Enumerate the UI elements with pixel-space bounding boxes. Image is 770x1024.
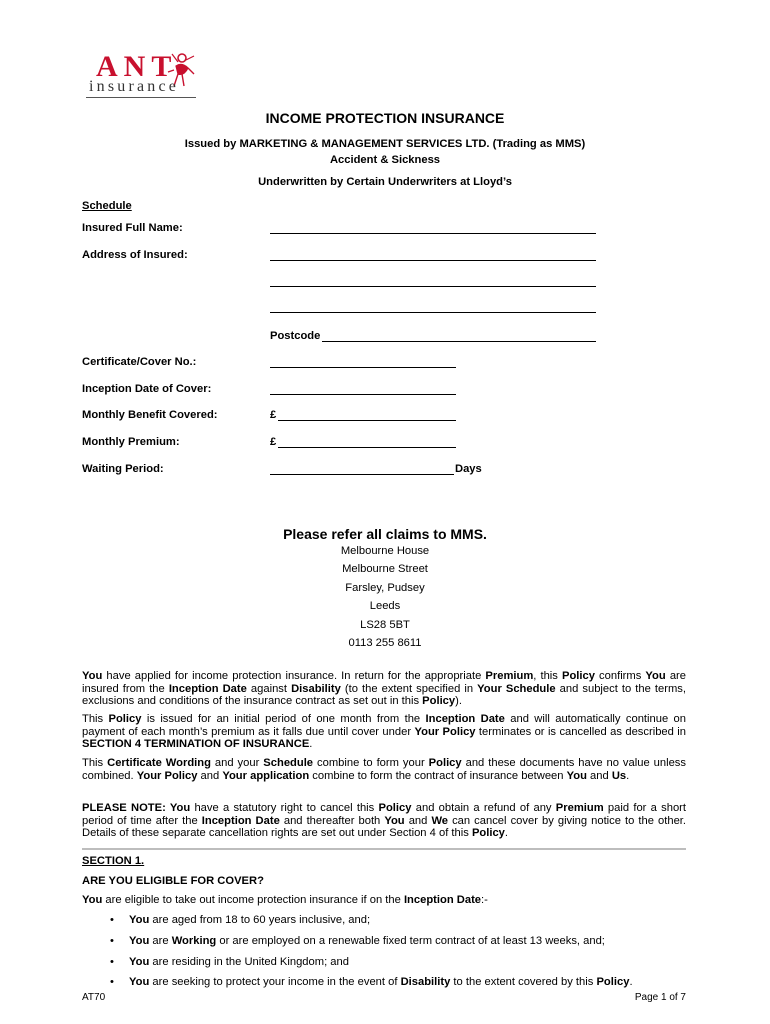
issued-by: Issued by MARKETING & MANAGEMENT SERVICES LTD. (Trading as MMS) xyxy=(184,138,586,150)
claims-address-line: Melbourne Street xyxy=(342,563,428,575)
address-field-line-1[interactable] xyxy=(270,260,596,261)
claims-address-line: Leeds xyxy=(369,600,401,612)
waiting-label: Waiting Period: xyxy=(82,463,164,475)
bullet-icon: • xyxy=(110,976,114,988)
benefit-field[interactable] xyxy=(278,420,456,421)
claims-address-line: Farsley, Pudsey xyxy=(345,582,425,594)
page-title: INCOME PROTECTION INSURANCE xyxy=(265,110,505,126)
intro-paragraph: You have applied for income protection insurance. In return for the appropriate Premium, this Policy confirms You are insured from the Inception Date against Disability (to the extent specified in Your Schedule and subject to the terms, exclusions and conditions of the insurance contract as set out in this Policy). xyxy=(82,670,686,708)
logo-underline xyxy=(86,97,196,98)
eligibility-item: You are residing in the United Kingdom; and xyxy=(129,956,349,968)
cancellation-notice-paragraph: PLEASE NOTE: You have a statutory right to cancel this Policy and obtain a refund of any Premium paid for a short period of time after the Inception Date and thereafter both You and We can cancel cover by giving notice to the other. Details of these separate cancellation rights are set out under Section 4 of this Policy. xyxy=(82,802,687,840)
policy-period-paragraph: This Policy is issued for an initial period of one month from the Inception Date and will automatically continue on payment of each month’s premium as it falls due until cover under Your Policy terminates or is cancelled as described in SECTION 4 TERMINATION OF INSURANCE. xyxy=(82,713,687,751)
postcode-label: Postcode xyxy=(270,330,321,342)
certificate-wording-paragraph: This Certificate Wording and your Schedule combine to form your Policy and these documents have no value unless combined. Your Policy and Your application combine to form the contract of insurance between You and Us. xyxy=(82,757,686,782)
claims-phone: 0113 255 8611 xyxy=(348,637,422,649)
page-number: Page 1 of 7 xyxy=(634,992,686,1003)
bullet-icon: • xyxy=(110,956,114,968)
certificate-label: Certificate/Cover No.: xyxy=(82,356,197,368)
certificate-field[interactable] xyxy=(270,367,456,368)
claims-address-line: LS28 5BT xyxy=(360,619,410,631)
address-field-line-3[interactable] xyxy=(270,312,596,313)
waiting-field[interactable] xyxy=(270,474,454,475)
logo-tagline: insurance xyxy=(89,78,180,95)
bullet-icon: • xyxy=(110,935,114,947)
section-divider xyxy=(82,848,686,850)
inception-label: Inception Date of Cover: xyxy=(82,383,212,395)
logo-brand: ANT xyxy=(96,50,178,83)
address-field-line-2[interactable] xyxy=(270,286,596,287)
inception-field[interactable] xyxy=(270,394,456,395)
claims-heading: Please refer all claims to MMS. xyxy=(283,526,487,542)
address-label: Address of Insured: xyxy=(82,249,188,261)
insured-name-label: Insured Full Name: xyxy=(82,222,183,234)
premium-currency: £ xyxy=(270,436,277,448)
eligibility-item: You are aged from 18 to 60 years inclusive, and; xyxy=(129,914,371,926)
claims-address-line: Melbourne House xyxy=(340,545,430,557)
postcode-field[interactable] xyxy=(322,341,596,342)
section-1-question: ARE YOU ELIGIBLE FOR COVER? xyxy=(82,875,264,887)
schedule-heading: Schedule xyxy=(82,200,132,212)
section-1-heading: SECTION 1. xyxy=(82,855,145,867)
waiting-days: Days xyxy=(455,463,482,475)
premium-field[interactable] xyxy=(278,447,456,448)
benefit-currency: £ xyxy=(270,409,277,421)
eligibility-item: You are Working or are employed on a renewable fixed term contract of at least 13 weeks, and; xyxy=(129,935,605,947)
benefit-label: Monthly Benefit Covered: xyxy=(82,409,218,421)
insured-name-field[interactable] xyxy=(270,233,596,234)
cover-type: Accident & Sickness xyxy=(329,154,441,166)
premium-label: Monthly Premium: xyxy=(82,436,180,448)
eligibility-item: You are seeking to protect your income in the event of Disability to the extent covered by this Policy. xyxy=(129,976,633,988)
eligibility-intro: You are eligible to take out income protection insurance if on the Inception Date:- xyxy=(82,894,488,906)
underwriter: Underwritten by Certain Underwriters at Lloyd’s xyxy=(258,176,512,188)
form-code: AT70 xyxy=(82,992,106,1003)
bullet-icon: • xyxy=(110,914,114,926)
